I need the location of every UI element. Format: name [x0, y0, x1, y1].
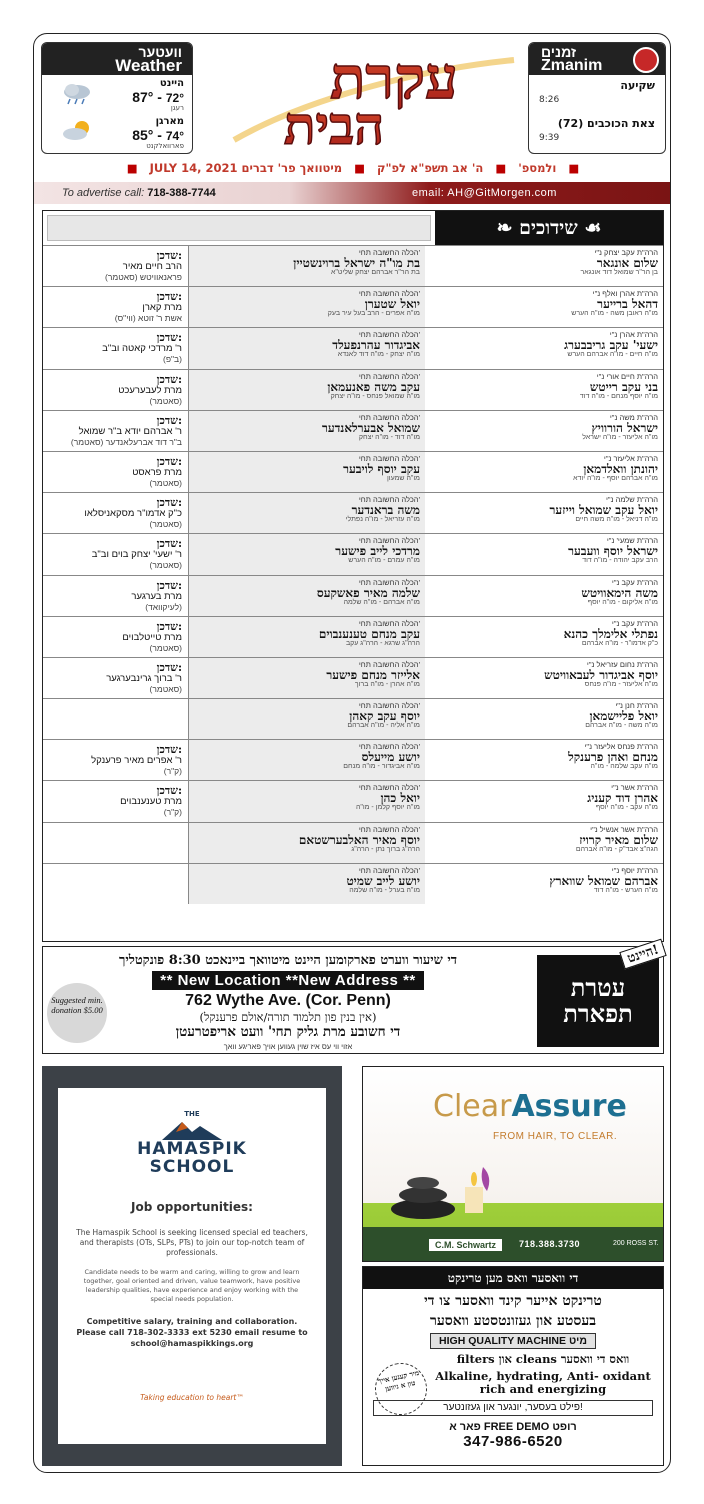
chosson-name: אברהם שמואל שווארץ — [549, 873, 658, 888]
chosson-prefix: הרה"ת שלמה נ"י — [605, 495, 658, 505]
kallah-cell — [189, 534, 425, 574]
shadchan-sub: (לעיקוואד) — [145, 601, 182, 612]
shadchan-name: מרת פראסט — [132, 466, 182, 478]
weather-today — [42, 75, 192, 113]
advertise-phone[interactable]: 718-388-7744 — [147, 187, 216, 199]
kallah-cell — [189, 864, 425, 904]
shiur-speaker: די חשובע מרת גליק תחי' וועט אריפטרעטן — [175, 1024, 401, 1040]
shadchan-name: הרב חיים מאיר — [122, 261, 182, 272]
chosson-cell — [425, 617, 663, 657]
shadchan-label: שדכן: — [156, 249, 182, 262]
chosson-name: אהרן דוד קעניג — [587, 791, 658, 806]
shadchan-cell — [43, 287, 189, 327]
kallah-parents: מו"ה עמרם - מו"ה הערש — [348, 557, 420, 565]
shiduch-row — [43, 327, 663, 368]
shiduch-row — [43, 286, 663, 327]
kallah-cell — [189, 781, 425, 821]
shadchan-label: שדכן: — [156, 660, 182, 674]
chosson-prefix: הרה"ת משה נ"י — [609, 412, 658, 422]
kallah-prefix: הכלה החשובה תחי' — [358, 330, 420, 340]
chosson-cell — [425, 740, 663, 780]
shiduchim-header-bar — [47, 215, 431, 241]
kallah-cell — [189, 658, 425, 698]
shadchan-cell — [43, 370, 189, 410]
chosson-name: נפתלי אלימלך כהנא — [563, 626, 658, 641]
hamaspik-card — [58, 1088, 326, 1444]
chosson-prefix: הרה"ת עקב יצחק נ"י — [594, 248, 658, 257]
kallah-cell — [189, 328, 425, 368]
shiduch-row — [43, 822, 663, 863]
weather-tomorrow — [42, 113, 192, 151]
chosson-parents: בן הר"ר שמואל דוד אונגאר — [580, 269, 658, 276]
kallah-prefix: הכלה החשובה תחי' — [358, 783, 420, 793]
chosson-name: ישעי' עקב גריבבערג — [564, 338, 658, 353]
kallah-prefix: הכלה החשובה תחי' — [358, 412, 420, 422]
hamaspik-paragraph1: The Hamaspik School is seeking licensed special ed teachers, and therapists (OTs, SLPs, PTs) to join our top-notch team of professionals. — [76, 1228, 308, 1257]
shadchan-cell — [43, 246, 189, 286]
chosson-parents: מו"ה עקב - מו"ה יוסף — [595, 804, 658, 812]
chosson-parents: מו"ה חיים - מו"ה אברהם הערש — [567, 351, 658, 359]
clearassure-brand-a: Clear — [433, 1089, 512, 1124]
shadchan-label: שדכן: — [156, 331, 182, 345]
shadchan-name: ר' אפרים מאיר פרענקל — [91, 755, 182, 767]
clearassure-brand-b: Assure — [511, 1089, 627, 1124]
water-seal: מיר קענען אייך טון א גיווען — [370, 1358, 432, 1420]
chosson-cell — [425, 823, 663, 863]
partly-cloudy-icon — [60, 119, 94, 143]
shadchan-cell — [43, 493, 189, 533]
shadchan-sub: (סאטמר) — [149, 560, 182, 571]
chosson-prefix: הרה"ת שמעי' נ"י — [606, 536, 658, 546]
chosson-parents: כ"ק אדמו"ר - מו"ה אברהם — [581, 639, 658, 647]
shiduch-row — [43, 492, 663, 533]
shadchan-sub: (סאטמר) — [149, 642, 182, 653]
chosson-prefix: הרה"ת עקב נ"י — [611, 577, 658, 587]
kallah-prefix: הכלה החשובה תחי' — [358, 536, 420, 546]
shiduchim-title: ❧ שידוכים ☙ — [435, 211, 663, 245]
kallah-cell — [189, 452, 425, 492]
kallah-cell — [189, 370, 425, 410]
kallah-parents: מו"ה דוד - מו"ה יצחק — [358, 433, 420, 441]
chosson-name: שלום מאיר קרויז — [579, 832, 658, 847]
kallah-prefix: הכלה החשובה תחי' — [358, 248, 420, 257]
weather-title-en: Weather — [115, 56, 182, 75]
chosson-cell — [425, 658, 663, 698]
shadchan-label: שדכן: — [156, 372, 182, 386]
date-hebrew: ה' אב תשפ"א לפ"ק — [376, 161, 484, 175]
shadchan-label: שדכן: — [156, 619, 182, 633]
shadchan-cell — [43, 740, 189, 780]
clearassure-phone[interactable]: 718.388.3730 — [519, 1239, 581, 1249]
water-line3: filters און cleans וואס די וואסער — [456, 1352, 630, 1366]
shadchan-sub: (סאטמר) — [149, 683, 182, 694]
hamaspik-paragraph2: Candidate needs to be warm and caring, willing to grow and learn together, goal oriented and driven, value teamwork, have positive leadership qualities, have experience and enjoy working with the special needs population. — [83, 1268, 301, 1303]
kallah-prefix: הכלה החשובה תחי' — [358, 577, 420, 587]
shadchan-sub: פראנאוויטש (סאטמר) — [105, 272, 182, 282]
chosson-prefix: הרה"ת אליעזר נ"י — [603, 453, 658, 463]
water-bar: די וואסער וואס מען טרינקט — [363, 1267, 663, 1289]
kallah-prefix: הכלה החשובה תחי' — [358, 742, 420, 752]
chosson-prefix: הרה"ת אשר אנשיל נ"י — [590, 824, 658, 834]
zman-label: צאת הכוכבים (72) — [557, 117, 655, 130]
kallah-name: משה בראנדער — [351, 503, 420, 518]
dateline: ■ JULY 14, 2021 ולמספ' ■ ה' אב תשפ"א לפ"ק ■ מיטוואך פר' דברים ■ — [126, 161, 580, 175]
kallah-name: עקב יוסף לויבער — [343, 461, 420, 476]
chosson-name: ישראל יוסף וועבער — [568, 544, 658, 559]
kallah-name: יושע לייב שמיט — [346, 873, 420, 888]
shadchan-label: שדכן: — [156, 743, 182, 757]
masthead-header — [34, 34, 671, 154]
zman-time: 9:39 — [539, 133, 560, 143]
kallah-prefix: הכלה החשובה תחי' — [358, 453, 420, 463]
shadchan-cell — [43, 823, 189, 863]
weather-condition: רעגן — [170, 104, 184, 112]
kallah-parents: בת הר"ר אברהם יצחק שליט"א — [331, 269, 420, 276]
shadchan-label: שדכן: — [156, 454, 182, 468]
shiduchim-section — [42, 210, 664, 942]
chosson-cell — [425, 699, 663, 739]
chosson-parents: מו"ה אליקום - מו"ה יוסף — [587, 598, 658, 606]
shadchan-sub: (ב"פ) — [163, 354, 182, 365]
shiduch-row — [43, 698, 663, 739]
clearassure-name: C.M. Schwartz — [429, 1239, 502, 1251]
chosson-cell — [425, 781, 663, 821]
zman-row — [529, 75, 665, 113]
clearassure-ad[interactable] — [362, 1066, 664, 1262]
chosson-prefix: הרה"ת יוסף נ"י — [611, 865, 658, 875]
newspaper-page — [33, 33, 671, 1473]
shiur-main — [43, 947, 533, 1053]
kallah-cell — [189, 699, 425, 739]
weather-day-label: מארגן — [155, 116, 184, 127]
chosson-cell — [425, 246, 663, 286]
shiur-new-location: ** New Location **New Address ** — [152, 971, 424, 990]
kallah-cell — [189, 246, 425, 286]
hamaspik-ad[interactable] — [42, 1066, 342, 1466]
shiduchim-header — [43, 211, 663, 245]
chosson-prefix: הרה"ת אהרן ואלף נ"י — [592, 289, 658, 299]
chosson-cell — [425, 411, 663, 451]
hamaspik-heading: Job opportunities: — [131, 1200, 253, 1214]
kallah-name: עקב מנחם טענענבוים — [318, 626, 420, 641]
shiduchim-title-text: שידוכים — [519, 217, 578, 239]
shadchan-name: מרת טענענבוים — [120, 796, 182, 808]
zman-time: 8:26 — [539, 95, 560, 105]
weather-condition: פארוואלקנט — [146, 142, 184, 150]
kallah-cell — [189, 740, 425, 780]
hamaspik-name1: HAMASPIK — [137, 1139, 247, 1159]
shadchan-cell — [43, 864, 189, 904]
chosson-parents: מו"ה משה - מו"ה אברהם — [585, 722, 658, 730]
kallah-name: שמואל אבערלאנדער — [321, 420, 420, 435]
shiduch-row — [43, 739, 663, 780]
shadchan-sub: ב"ר דוד אברעלאנדער (סאטמר) — [70, 436, 182, 447]
kallah-name: יוסף עקב קאהן — [349, 709, 420, 724]
kallah-parents: מו"ה יוסף קלמן - מו"ה — [355, 804, 420, 812]
shadchan-label: שדכן: — [156, 578, 182, 592]
shadchan-sub: (סאטמר) — [149, 477, 182, 488]
kallah-prefix: הכלה החשובה תחי' — [358, 618, 420, 628]
chosson-parents: מו"ה אליעזר - מו"ה פנחס — [584, 680, 658, 688]
hamaspik-name2: SCHOOL — [149, 1157, 235, 1177]
shadchan-cell — [43, 411, 189, 451]
kallah-prefix: הכלה החשובה תחי' — [358, 659, 420, 669]
chosson-prefix: הרה"ת אשר נ"י — [611, 783, 658, 793]
ateres-tiferes-logo — [537, 942, 661, 1047]
zmanim-box — [528, 42, 666, 154]
shadchan-name: מרת טייטלבוים — [122, 631, 182, 643]
weather-day-label: היינט — [159, 78, 184, 89]
zman-label: שקיעה — [620, 79, 655, 92]
chosson-cell — [425, 576, 663, 616]
kallah-name: יוסף מאיר האלבערשטאם — [298, 832, 420, 847]
kallah-name: בת מו"ה ישראל ברוינשטיין — [293, 256, 420, 270]
kallah-parents: מו"ה בערל - מו"ה שלמה — [349, 886, 420, 894]
chosson-parents: מו"ה ראובן משה - מו"ה הערש — [571, 310, 658, 318]
shiur-building: (אין בנין פון תלמוד תורה/אולם פרענקל) — [199, 1010, 377, 1024]
weather-temp: 87° - 72° — [132, 89, 184, 105]
kallah-parents: מו"ה עזריאל - מו"ה נפתלי — [345, 516, 420, 524]
hamaspik-the: THE — [184, 1110, 200, 1118]
shadchan-name: ר' אברהם יודא ב"ר שמואל — [78, 425, 182, 437]
shadchan-cell — [43, 534, 189, 574]
shadchan-cell — [43, 617, 189, 657]
kallah-cell — [189, 411, 425, 451]
chosson-cell — [425, 864, 663, 904]
kallah-prefix: הכלה החשובה תחי' — [358, 824, 420, 834]
chosson-name: יואל פליישמאן — [589, 709, 658, 724]
kallah-parents: מו"ה אברהם - מו"ה שלמה — [343, 598, 420, 606]
chosson-cell — [425, 452, 663, 492]
kallah-name: אלייזר מנחם פישער — [326, 667, 420, 682]
weather-temp-hi: 87° — [132, 89, 154, 105]
chosson-name: דהאל ברייער — [597, 297, 658, 312]
rain-cloud-icon — [60, 81, 94, 105]
spa-stones-icon — [383, 1157, 503, 1221]
shadchan-cell — [43, 576, 189, 616]
chosson-prefix: הרה"ת נחום עזריאל נ"י — [586, 659, 658, 669]
chosson-name: מנחם ואהן פרענקל — [568, 750, 658, 765]
hamaspik-tagline: Taking education to heart™ — [140, 1393, 244, 1402]
chosson-name: שלום אונגאר — [596, 256, 658, 270]
shiur-address: 762 Wythe Ave. (Cor. Penn) — [185, 992, 391, 1009]
kallah-cell — [189, 823, 425, 863]
chosson-parents: מו"ה יוסף מנחם - מו"ה דוד — [579, 392, 658, 400]
weather-caption — [42, 43, 192, 75]
shadchan-label: שדכן: — [156, 290, 182, 304]
date-parsha: מיטוואך פר' דברים — [241, 161, 343, 175]
chosson-prefix: הרה"ת פנחס אליעזר נ"י — [584, 742, 658, 752]
kallah-cell — [189, 576, 425, 616]
kallah-name: עקב משה פאנעמאן — [327, 379, 420, 394]
chosson-name: משה הימאוויטש — [581, 585, 658, 600]
weather-temp-hi: 85° — [132, 127, 154, 143]
chosson-name: יוסף אביגדור לעבאוויטש — [544, 667, 658, 682]
shadchan-cell — [43, 452, 189, 492]
shiduch-row — [43, 451, 663, 492]
kallah-prefix: הכלה החשובה תחי' — [358, 289, 420, 299]
kallah-prefix: הכלה החשובה תחי' — [358, 371, 420, 381]
zman-row — [529, 113, 665, 151]
kallah-name: יואל כהן — [380, 791, 420, 806]
hamaspik-contact: Competitive salary, training and collaboration. Please call 718-302-3333 ext 5230 email resume to school@hamaspikkings.org — [76, 1317, 308, 1348]
shiduch-row — [43, 863, 663, 904]
shadchan-name: מרת בערגער — [131, 590, 182, 602]
clearassure-footer — [363, 1227, 664, 1262]
chosson-cell — [425, 328, 663, 368]
shadchan-sub: אשת ר' זוטא (ווי"ס) — [114, 313, 182, 324]
chosson-parents: מו"ה אברהם יוסף - מו"ה יודא — [573, 474, 658, 482]
kallah-name: אביגדור עהרנפעלד — [332, 338, 420, 353]
chosson-parents: הרב עקב יהודה - מו"ה דוד — [582, 557, 658, 565]
shadchan-name: כ"ק אדמו"ר מסקאניסלאו — [84, 508, 182, 520]
shiduch-row — [43, 657, 663, 698]
kallah-prefix: הכלה החשובה תחי' — [358, 865, 420, 875]
water-line1: טרינקט אייער קינד וואסער צו די — [424, 1293, 602, 1309]
shadchan-sub: (ק"ר) — [163, 807, 182, 818]
shiur-note: אזוי ווי עס איז שוין געווען אויך פאריגע וואך — [223, 1042, 353, 1051]
shadchan-cell — [43, 781, 189, 821]
shadchan-name: ר' מרדכי קאטה וב"ב — [102, 343, 182, 355]
kallah-name: יושע מייעלס — [361, 750, 420, 765]
advertise-call — [62, 182, 216, 204]
water-machine-ad[interactable] — [362, 1266, 664, 1466]
zmanim-title-en: Zmanim — [541, 57, 603, 74]
shadchan-sub: (ק"ר) — [163, 766, 182, 777]
masthead-logo — [194, 40, 528, 150]
kallah-cell — [189, 287, 425, 327]
masthead-line1: עקרת — [330, 44, 458, 112]
chosson-cell — [425, 534, 663, 574]
kallah-cell — [189, 493, 425, 533]
clearassure-address: 200 ROSS ST. — [613, 1240, 659, 1247]
weather-temp-lo: 72° — [165, 91, 184, 105]
chosson-prefix: הרה"ת אהרן נ"י — [609, 330, 658, 340]
shiur-line1: די שיעור ווערט פארקומען היינט מיטוואך ביינאכט 8:30 פונקטליך — [118, 953, 458, 968]
kallah-parents: הרה"ג שרגא - הרה"ג עקב — [345, 639, 420, 647]
kallah-parents: מו"ה אביגדור - מו"ה מנחם — [343, 763, 420, 771]
shadchan-name: מרת קארן — [142, 302, 182, 314]
chosson-cell — [425, 370, 663, 410]
kallah-parents: מו"ה שמואל פנחס - מו"ה יצחק — [330, 392, 420, 400]
water-line4: Alkaline, hydrating, Anti- oxidant rich and energizing — [435, 1369, 651, 1396]
clearassure-brand — [433, 1089, 627, 1124]
zmanim-title-he: זמנים — [541, 44, 577, 60]
advertise-call-label: To advertise call: — [62, 187, 145, 199]
brand-line2: תפארת — [563, 999, 633, 1028]
kallah-name: יואל שטערן — [364, 297, 420, 312]
water-quality-bar: HIGH QUALITY MACHINE מיט — [430, 1333, 596, 1349]
shadchan-sub: (סאטמר) — [149, 519, 182, 530]
shadchan-label: שדכן: — [156, 537, 182, 551]
weather-temp-lo: 74° — [165, 129, 184, 143]
alarm-clock-icon — [633, 47, 659, 73]
shiduch-row — [43, 780, 663, 821]
shiduch-row — [43, 616, 663, 657]
kallah-parents: מו"ה שמעון — [386, 474, 420, 482]
masthead-line2: הבית — [283, 96, 385, 150]
chosson-parents: מו"ה הערש - מו"ה דוד — [593, 886, 658, 894]
shadchan-name: ר' ישעי' יצחק בוים וב"ב — [91, 549, 182, 561]
weather-title-he: וועטער — [138, 44, 182, 60]
kallah-prefix: הכלה החשובה תחי' — [358, 495, 420, 505]
chosson-prefix: הרה"ת עקב נ"י — [611, 618, 658, 628]
advertise-email[interactable]: email: AH@GitMorgen.com — [412, 187, 557, 199]
water-line5: פילט בעסער, יונגער און געזונטער! — [373, 1400, 653, 1416]
shadchan-sub: (סאטמר) — [149, 395, 182, 406]
shadchan-name: מרת לעבערעכט — [118, 384, 182, 396]
today-badge: היינט! — [619, 939, 666, 970]
clearassure-tagline: FROM HAIR, TO CLEAR. — [493, 1131, 618, 1142]
chosson-prefix: הרה"ת חנן נ"י — [615, 701, 658, 711]
weather-box — [41, 42, 193, 154]
chosson-cell — [425, 493, 663, 533]
shadchan-cell — [43, 658, 189, 698]
chosson-name: בני עקב רייטש — [589, 379, 658, 394]
shiur-announcement — [42, 942, 664, 1054]
shiduchim-list — [43, 245, 663, 904]
weather-temp: 85° - 74° — [132, 127, 184, 143]
chosson-parents: מו"ה אליעזר - מו"ה ישראל — [582, 433, 658, 441]
shiduch-row — [43, 369, 663, 410]
chosson-name: יהונתן וואלדמאן — [583, 461, 658, 476]
shadchan-label: שדכן: — [156, 784, 182, 798]
chosson-name: יואל עקב שמואל וייזער — [549, 503, 658, 518]
water-phone[interactable]: 347-986-6520 — [463, 1433, 563, 1450]
chosson-parents: הגה"צ אבד"ק - מו"ה אברהם — [575, 845, 658, 853]
chosson-prefix: הרה"ת חיים אורי נ"י — [596, 371, 658, 381]
shiduch-row — [43, 533, 663, 574]
donation-badge: Suggested min. donation $5.00 — [47, 983, 107, 1043]
kallah-parents: מו"ה אפרים - הרב בעל עיר בעק — [327, 310, 420, 318]
shadchan-cell — [43, 328, 189, 368]
shadchan-label: שדכן: — [156, 496, 182, 510]
kallah-parents: מו"ה יצחק - מו"ה דוד לאנדא — [337, 351, 420, 359]
shadchan-label: שדכן: — [156, 413, 182, 427]
chosson-cell — [425, 287, 663, 327]
date-english: JULY 14, 2021 ולמספ' — [149, 161, 557, 175]
water-demo: פאר א FREE DEMO רופט — [449, 1421, 577, 1433]
kallah-parents: הרה"ג ברוך נתן - הרה"ג — [351, 845, 420, 853]
chosson-name: ישראל הורוויץ — [591, 420, 658, 435]
kallah-parents: מו"ה אהרן - מו"ה ברוך — [354, 680, 420, 688]
shiduch-row — [43, 410, 663, 451]
shadchan-name: ר' ברוך גרינבערגער — [106, 672, 182, 684]
brand-line1: עטרת — [570, 973, 626, 1002]
chosson-parents: מו"ה עקב שלמה - מו"ה — [590, 763, 658, 771]
shiduch-row — [43, 575, 663, 616]
shadchan-cell — [43, 699, 189, 739]
advertise-bar — [34, 182, 671, 204]
kallah-name: מרדכי לייב פישער — [335, 544, 420, 559]
kallah-prefix: הכלה החשובה תחי' — [358, 701, 420, 711]
mountain-logo-icon — [162, 1120, 222, 1140]
shiduch-row — [43, 245, 663, 286]
chosson-parents: מו"ה דניאל - מו"ה משה חיים — [575, 516, 658, 524]
water-line2: בעסטע און געזונטסטע וואסער — [429, 1313, 597, 1329]
kallah-parents: מו"ה אליה - מו"ה אברהם — [347, 722, 420, 730]
kallah-cell — [189, 617, 425, 657]
kallah-name: שלמה מאיר פאשקעס — [316, 585, 420, 600]
